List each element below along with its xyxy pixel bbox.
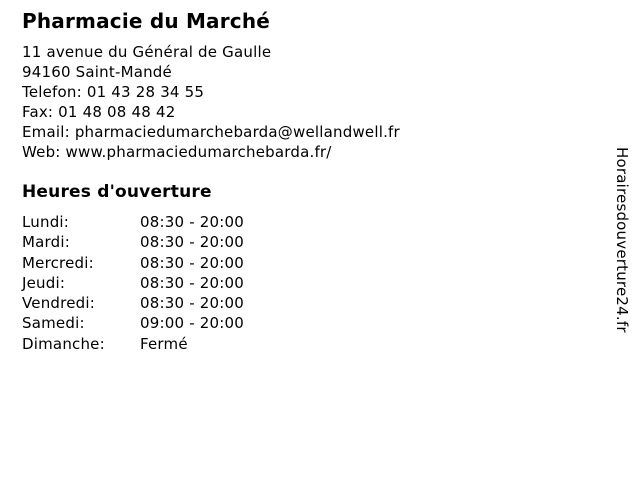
day-label: Mercredi: [22,253,94,272]
phone-line: Telefon: 01 43 28 34 55 [22,83,205,101]
day-label: Mardi: [22,233,70,252]
hours-row-wednesday [22,253,244,273]
day-hours: 09:00 - 20:00 [140,314,245,333]
address-city: 94160 Saint-Mandé [22,63,172,81]
hours-row-tuesday [22,232,244,252]
web-line: Web: www.pharmaciedumarchebarda.fr/ [22,143,332,161]
day-hours: 08:30 - 20:00 [140,273,245,292]
day-hours: Fermé [140,334,188,353]
fax-line: Fax: 01 48 08 48 42 [22,103,176,121]
day-hours: 08:30 - 20:00 [140,294,245,313]
hours-row-friday [22,293,244,313]
opening-hours-heading: Heures d'ouverture [22,182,212,202]
hours-row-monday [22,212,244,232]
day-hours: 08:30 - 20:00 [140,253,245,272]
contact-info-block [22,42,400,162]
pharmacy-name-title: Pharmacie du Marché [22,9,271,33]
day-label: Vendredi: [22,294,95,313]
opening-hours-table [22,212,244,354]
day-label: Jeudi: [22,273,66,292]
day-label: Dimanche: [22,334,105,353]
email-line: Email: pharmaciedumarchebarda@wellandwell.fr [22,123,400,141]
hours-row-sunday [22,334,244,354]
day-hours: 08:30 - 20:00 [140,233,245,252]
day-label: Samedi: [22,314,85,333]
address-street: 11 avenue du Général de Gaulle [22,43,272,61]
day-hours: 08:30 - 20:00 [140,213,245,231]
site-watermark-vertical-text: Horairesdouverture24.fr [613,147,631,333]
hours-row-thursday [22,273,244,293]
hours-row-saturday [22,313,244,333]
day-label: Lundi: [22,213,70,231]
